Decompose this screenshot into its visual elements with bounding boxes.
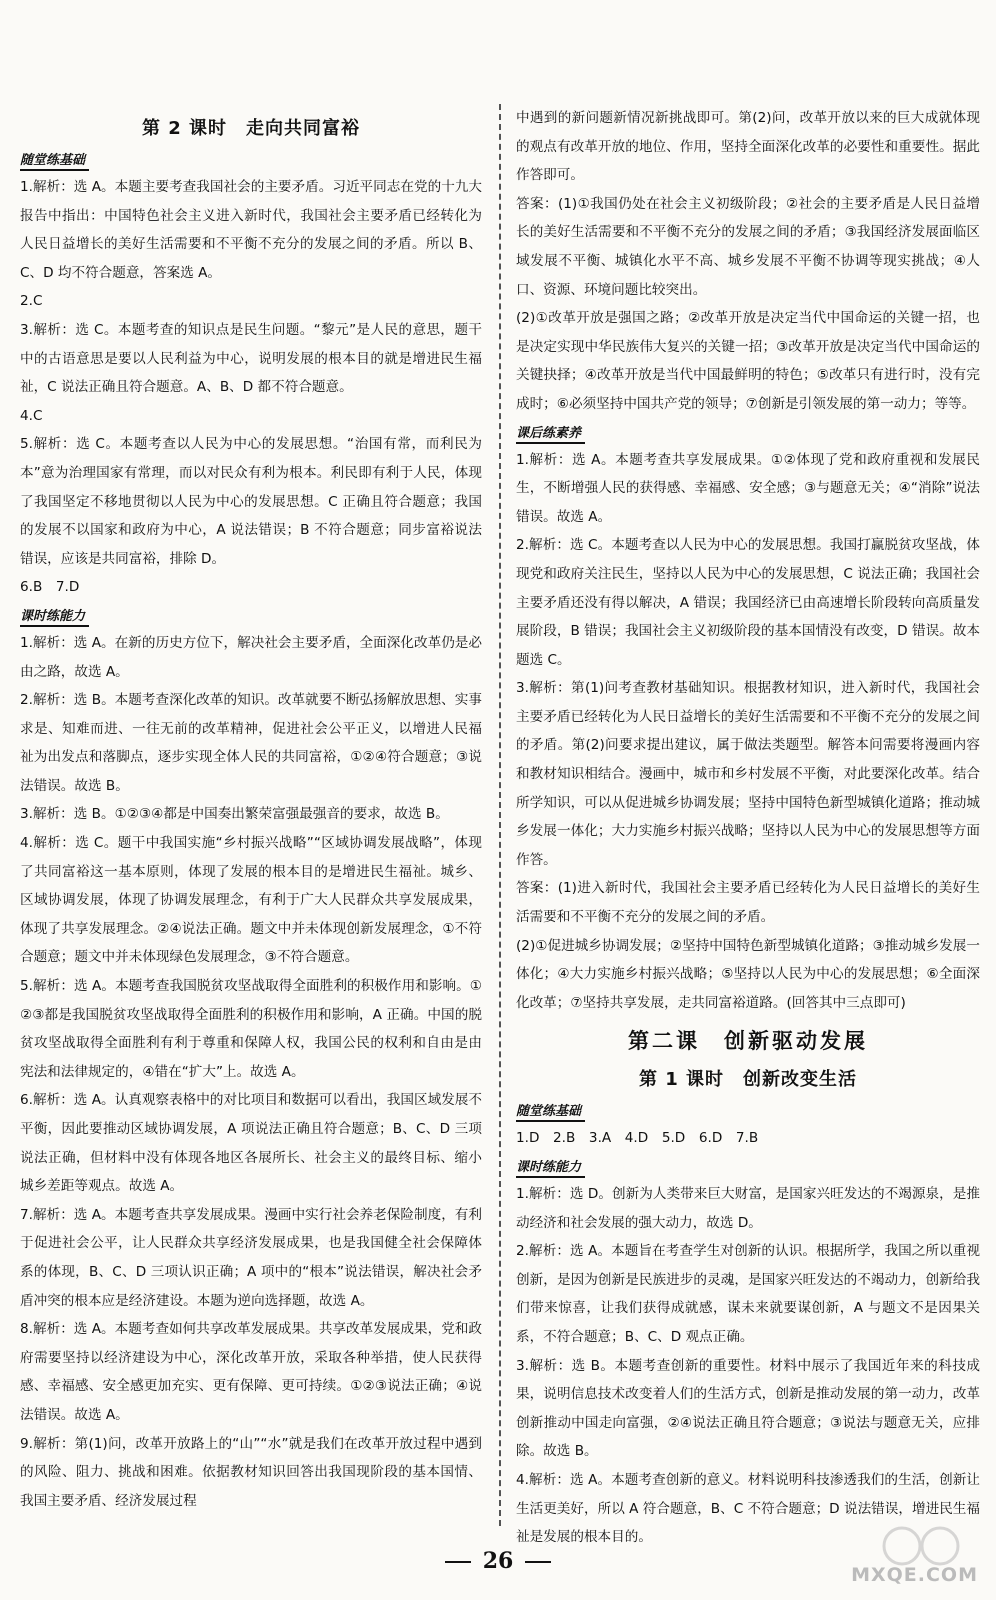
- answer-item: 2.解析：选 B。本题考查深化改革的知识。改革就要不断弘扬解放思想、实事求是、知难而进、一往无前的改革精神，促进社会公平正义，以增进人民福祉为出发点和落脚点，逐步实现全体人民的共同富裕，①②④符合题意；③说法错误。故选 B。: [20, 692, 482, 794]
- column-divider: [499, 104, 501, 1526]
- answer-item: 1.解析：选 A。在新的历史方位下，解决社会主要矛盾，全面深化改革仍是必由之路，故选 A。: [20, 634, 482, 680]
- answer-item: 6.B 7.D: [20, 579, 80, 596]
- answer-item: 5.解析：选 A。本题考查我国脱贫攻坚战取得全面胜利的积极作用和影响。①②③都是我国脱贫攻坚战取得全面胜利的积极作用和影响，A 正确。中国的脱贫攻坚战取得全面胜利有利于尊重和保障人权，我国公民的权利和自由是由宪法和法律规定的，④错在“扩大”上。故选 A。: [20, 978, 482, 1080]
- right-column: [516, 104, 980, 1552]
- answer-item: 1.解析：选 A。本题考查共享发展成果。①②体现了党和政府重视和发展民生，不断增强人民的获得感、幸福感、安全感；③与题意无关；④“消除”说法错误。故选 A。: [516, 451, 980, 525]
- section-heading: 随堂练基础: [20, 149, 89, 171]
- answer-item: 3.解析：选 B。①②③④都是中国奏出繁荣富强最强音的要求，故选 B。: [20, 806, 449, 823]
- section-heading: 课时练能力: [20, 605, 89, 627]
- answer-item: 4.解析：选 C。题干中我国实施“乡村振兴战略”“区域协调发展战略”，体现了共同富裕这一基本原则，体现了发展的根本目的是增进民生福祉。城乡、区域协调发展，体现了协调发展理念，有利于广大人民群众共享发展成果，体现了共享发展理念。②④说法正确。题文中并未体现创新发展理念，①不符合题意；题文中并未体现绿色发展理念，③不符合题意。: [20, 835, 482, 966]
- answer-item: 2.解析：选 C。本题考查以人民为中心的发展思想。我国打赢脱贫攻坚战，体现党和政府关注民生，坚持以人民为中心的发展思想，C 说法正确；我国社会主要矛盾还没有得以解决，A 错误；我国经济已由高速增长阶段转向高质量发展阶段，B 错误；我国社会主义初级阶段的基本国情没有改变，D 错误。故本题选 C。: [516, 537, 980, 668]
- answer-item: 3.解析：第(1)问考查教材基础知识。根据教材知识，进入新时代，我国社会主要矛盾已经转化为人民日益增长的美好生活需要和不平衡不充分的发展之间的矛盾。第(2)问要求提出建议，属于做法类题型。解答本问需要将漫画内容和教材知识相结合。漫画中，城市和乡村发展不平衡，对此要深化改革。结合所学知识，可以从促进城乡协调发展；坚持中国特色新型城镇化道路；推动城乡发展一体化；大力实施乡村振兴战略；坚持以人民为中心的发展思想等方面作答。: [516, 680, 980, 868]
- answer-item: 8.解析：选 A。本题考查如何共享改革发展成果。共享改革发展成果，党和政府需要坚持以经济建设为中心，深化改革开放，采取各种举措，使人民获得感、幸福感、安全感更加充实、更有保障、更可持续。①②③说法正确；④说法错误。故选 A。: [20, 1321, 482, 1423]
- section-heading: 课后练素养: [516, 422, 585, 444]
- page-number-dash: [525, 1561, 551, 1563]
- answer-item: 2.解析：选 A。本题旨在考查学生对创新的认识。根据所学，我国之所以重视创新，是因为创新是民族进步的灵魂，是国家兴旺发达的不竭动力，创新给我们带来惊喜，让我们获得成就感，谋未来就要谋创新，A 与题文不是因果关系，不符合题意；B、C、D 观点正确。: [516, 1243, 980, 1345]
- answer-item: 2.C: [20, 293, 43, 310]
- answer-item: 7.解析：选 A。本题考查共享发展成果。漫画中实行社会养老保险制度，有利于促进社会公平，让人民群众共享经济发展成果，也是我国健全社会保障体系的体现，B、C、D 三项认识正确；A 项中的“根本”说法错误，解决社会矛盾冲突的根本应是经济建设。本题为逆向选择题，故选 A。: [20, 1206, 482, 1309]
- watermark-text: MXQE.COM: [851, 1564, 978, 1586]
- section-heading: 随堂练基础: [516, 1100, 585, 1122]
- answer-item: 6.解析：选 A。认真观察表格中的对比项目和数据可以看出，我国区域发展不平衡，因此要推动区域协调发展，A 项说法正确且符合题意；B、C、D 三项说法正确，但材料中没有体现各地区各展所长、社会主义的最终目标、缩小城乡差距等观点。故选 A。: [20, 1092, 482, 1195]
- answer-item: 3.解析：选 C。本题考查的知识点是民生问题。“黎元”是人民的意思，题干中的古语意思是要以人民利益为中心，说明发展的根本目的就是增进民生福祉，C 说法正确且符合题意。A、B、D 都不符合题意。: [20, 321, 482, 396]
- answer-item: 答案：(1)进入新时代，我国社会主要矛盾已经转化为人民日益增长的美好生活需要和不平衡不充分的发展之间的矛盾。: [516, 880, 980, 926]
- answer-list: [516, 1124, 980, 1153]
- answer-item: 4.解析：选 A。本题考查创新的意义。材料说明科技渗透我们的生活，创新让生活更美好，所以 A 符合题意，B、C 不符合题意；D 说法错误，增进民生福祉是发展的根本目的。: [516, 1471, 980, 1546]
- answer-item: 1.解析：选 D。创新为人类带来巨大财富，是国家兴旺发达的不竭源泉，是推动经济和社会发展的强大动力，故选 D。: [516, 1186, 980, 1231]
- answer-item: 答案：(1)①我国仍处在社会主义初级阶段；②社会的主要矛盾是人民日益增长的美好生活需要和不平衡不充分的发展之间的矛盾；③我国经济发展面临区域发展不平衡、城镇化水平不高、城乡发展不平衡不协调等现实挑战；④人口、资源、环境问题比较突出。: [516, 195, 980, 298]
- answer-item: (2)①促进城乡协调发展；②坚持中国特色新型城镇化道路；③推动城乡发展一体化；④大力实施乡村振兴战略；⑤坚持以人民为中心的发展思想；⑥全面深化改革；⑦坚持共享发展，走共同富裕道路。(回答其中三点即可): [516, 937, 980, 1011]
- answer-item: 3.解析：选 B。本题考查创新的重要性。材料中展示了我国近年来的科技成果，说明信息技术改变着人们的生活方式，创新是推动发展的第一动力，改革创新推动中国走向富强，②④说法正确且符合题意；③说法与题意无关，应排除。故选 B。: [516, 1357, 980, 1460]
- lesson-title: 第 2 课时 走向共同富裕: [141, 118, 361, 139]
- answer-list: [20, 173, 482, 602]
- answer-list: [516, 1180, 980, 1552]
- answer-list: [516, 446, 980, 1018]
- page-number-text: 26: [482, 1548, 514, 1574]
- answer-item: (2)①改革开放是强国之路；②改革开放是决定当代中国命运的关键一招，也是决定实现中华民族伟大复兴的关键一招；③改革开放是决定当代中国命运的关键抉择；④改革开放是当代中国最鲜明的特色；⑤改革只有进行时，没有完成时；⑥必须坚持中国共产党的领导；⑦创新是引领发展的第一动力；等等。: [516, 310, 980, 412]
- answer-list: [20, 629, 482, 1515]
- answer-item: 1.解析：选 A。本题主要考查我国社会的主要矛盾。习近平同志在党的十九大报告中指出：中国特色社会主义进入新时代，我国社会主要矛盾已经转化为人民日益增长的美好生活需要和不平衡不充分的发展之间的矛盾。所以 B、C、D 均不符合题意，答案选 A。: [20, 179, 482, 281]
- answer-list: [516, 104, 980, 419]
- page-number-dash: [445, 1561, 471, 1563]
- left-column: [20, 104, 482, 1515]
- answer-item: 1.D 2.B 3.A 4.D 5.D 6.D 7.B: [516, 1130, 759, 1147]
- lesson-title: 第 1 课时 创新改变生活: [638, 1069, 858, 1091]
- answer-item: 5.解析：选 C。本题考查以人民为中心的发展思想。“治国有常，而利民为本”意为治理国家有常理，而以对民众有利为根本。利民即有利于人民，体现了我国坚定不移地贯彻以人民为中心的发展思想。C 正确且符合题意；我国的发展不以国家和政府为中心，A 说法错误；B 不符合题意；同步富裕说法错误，应该是共同富裕，排除 D。: [20, 436, 482, 567]
- unit-title: 第二课 创新驱动发展: [628, 1029, 868, 1054]
- section-heading: 课时练能力: [516, 1156, 585, 1178]
- answer-item: 4.C: [20, 407, 43, 424]
- page-number: [0, 1548, 996, 1574]
- answer-item: 中遇到的新问题新情况新挑战即可。第(2)问，改革开放以来的巨大成就体现的观点有改革开放的地位、作用，坚持全面深化改革的必要性和重要性。据此作答即可。: [516, 110, 980, 184]
- answer-item: 9.解析：第(1)问，改革开放路上的“山”“水”就是我们在改革开放过程中遇到的风险、阻力、挑战和困难。依据教材知识回答出我国现阶段的基本国情、我国主要矛盾、经济发展过程: [20, 1435, 482, 1509]
